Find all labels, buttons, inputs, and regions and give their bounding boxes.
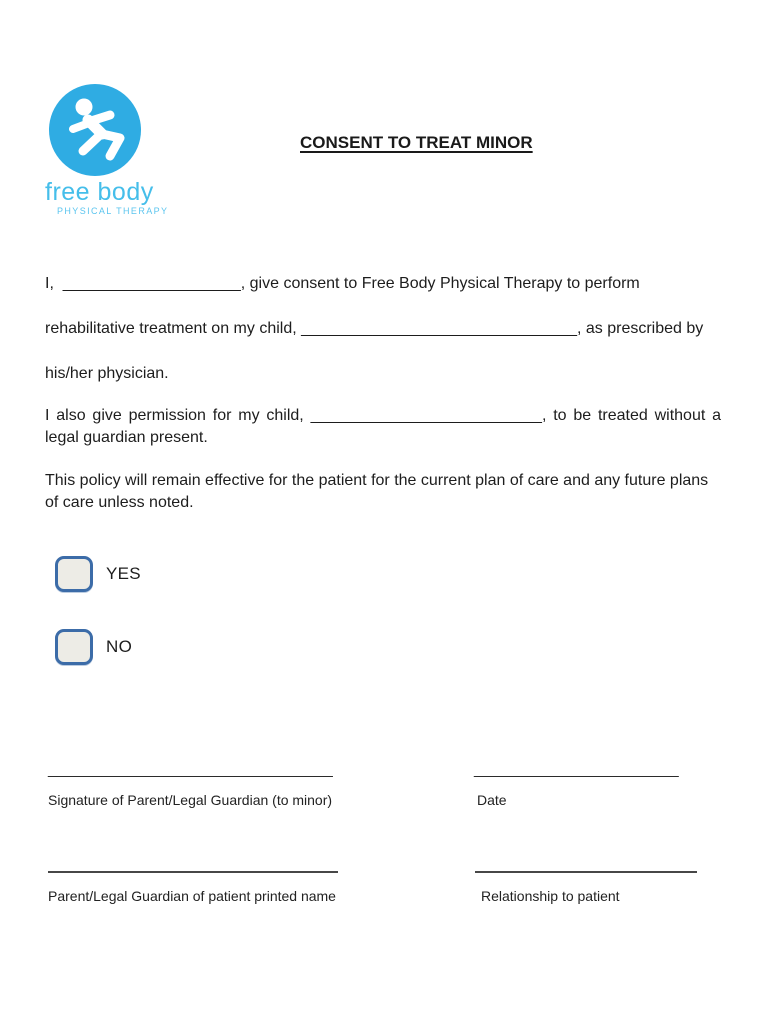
child-name-field-2[interactable]: __________________________ (310, 407, 542, 424)
yes-label: YES (106, 564, 141, 583)
relationship-field-line[interactable] (475, 871, 697, 873)
child-name-field[interactable]: _______________________________ (301, 320, 577, 337)
printed-name-field-line[interactable] (48, 871, 338, 873)
consent-paragraph-2 (45, 405, 721, 449)
yes-option-row (55, 556, 141, 592)
logo-wordmark: free body (45, 178, 154, 206)
parent-name-field[interactable]: ____________________ (62, 275, 241, 292)
p1-intro-text: I, (45, 275, 63, 292)
p1-end-text: , as prescribed by his/her physician. (45, 320, 708, 382)
yes-checkbox[interactable] (55, 556, 93, 592)
date-label: Date (477, 792, 507, 808)
relationship-label: Relationship to patient (481, 888, 620, 904)
p2-end-text: , to be treated without a legal guardian present. (45, 407, 722, 446)
p1-middle-text: , give consent to Free Body Physical Therapy to perform rehabilitative treatment on my child, (45, 275, 645, 337)
running-figure-icon (47, 82, 143, 178)
date-field-line[interactable]: _______________________ (474, 761, 679, 778)
no-label: NO (106, 637, 133, 656)
no-option-row (55, 629, 132, 665)
logo-tagline: PHYSICAL THERAPY (57, 206, 169, 216)
signature-field-line[interactable]: ________________________________ (48, 761, 333, 778)
consent-paragraph-3: This policy will remain effective for the patient for the current plan of care and any future plans of care unless noted. (45, 472, 709, 511)
printed-name-label: Parent/Legal Guardian of patient printed name (48, 888, 336, 904)
signature-label: Signature of Parent/Legal Guardian (to minor) (48, 792, 333, 808)
p2-intro-text: I also give permission for my child, (45, 407, 311, 424)
page-title: CONSENT TO TREAT MINOR (300, 133, 533, 152)
consent-paragraph-1 (45, 261, 721, 396)
no-checkbox[interactable] (55, 629, 93, 665)
